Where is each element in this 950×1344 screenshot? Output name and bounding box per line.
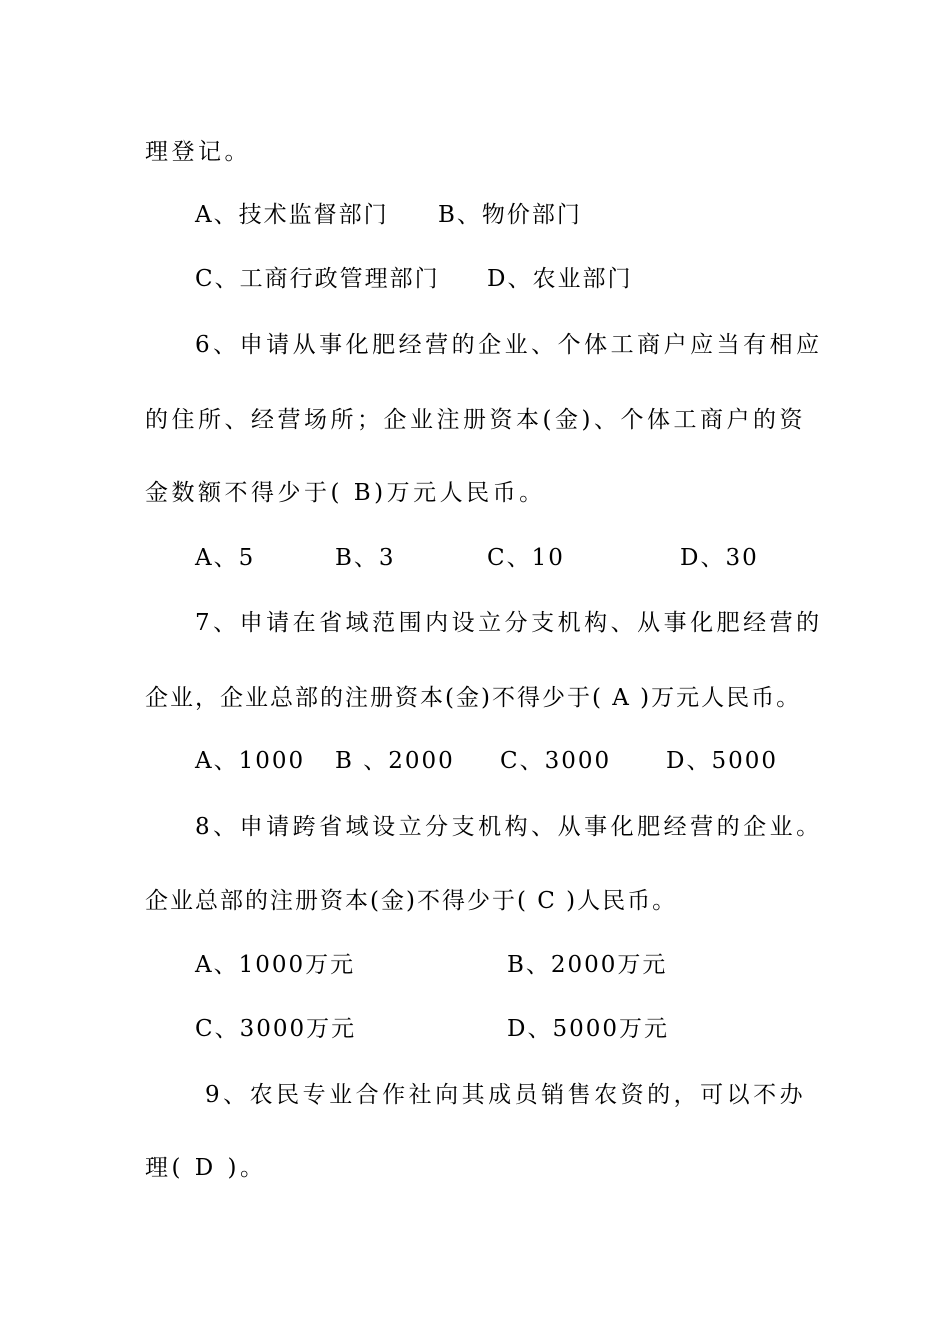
option-d: D、5000: [666, 748, 778, 774]
option-b: B、3: [335, 545, 396, 571]
option-c: C、3000: [500, 748, 612, 774]
text-line: 金数额不得少于( B)万元人民币。: [145, 480, 546, 506]
question-6: 6、申请从事化肥经营的企业、个体工商户应当有相应: [195, 332, 823, 358]
option-a: A、1000万元: [195, 952, 356, 978]
option-d: D、30: [680, 545, 759, 571]
text-line: 理登记。: [145, 139, 251, 165]
text-line: 企业总部的注册资本(金)不得少于( C )人民币。: [145, 888, 678, 914]
question-8: 8、申请跨省域设立分支机构、从事化肥经营的企业。: [195, 814, 823, 840]
option-d: D、5000万元: [507, 1016, 669, 1042]
text-line: 企业，企业总部的注册资本(金)不得少于( A )万元人民币。: [145, 685, 802, 711]
option-a: A、1000: [195, 748, 306, 774]
question-9: 9、农民专业合作社向其成员销售农资的，可以不办: [205, 1082, 807, 1108]
option-d: D、农业部门: [487, 266, 633, 292]
option-c: C、工商行政管理部门: [195, 266, 440, 292]
option-a: A、技术监督部门: [195, 202, 389, 228]
question-7: 7、申请在省域范围内设立分支机构、从事化肥经营的: [195, 610, 823, 636]
text-line: 的住所、经营场所；企业注册资本(金)、个体工商户的资: [145, 407, 806, 433]
option-c: C、3000万元: [195, 1016, 357, 1042]
option-c: C、10: [487, 545, 565, 571]
option-b: B、2000万元: [507, 952, 668, 978]
option-b: B、物价部门: [438, 202, 582, 228]
option-b: B 、2000: [335, 748, 455, 774]
option-a: A、5: [195, 545, 256, 571]
text-line: 理( D )。: [145, 1155, 267, 1181]
